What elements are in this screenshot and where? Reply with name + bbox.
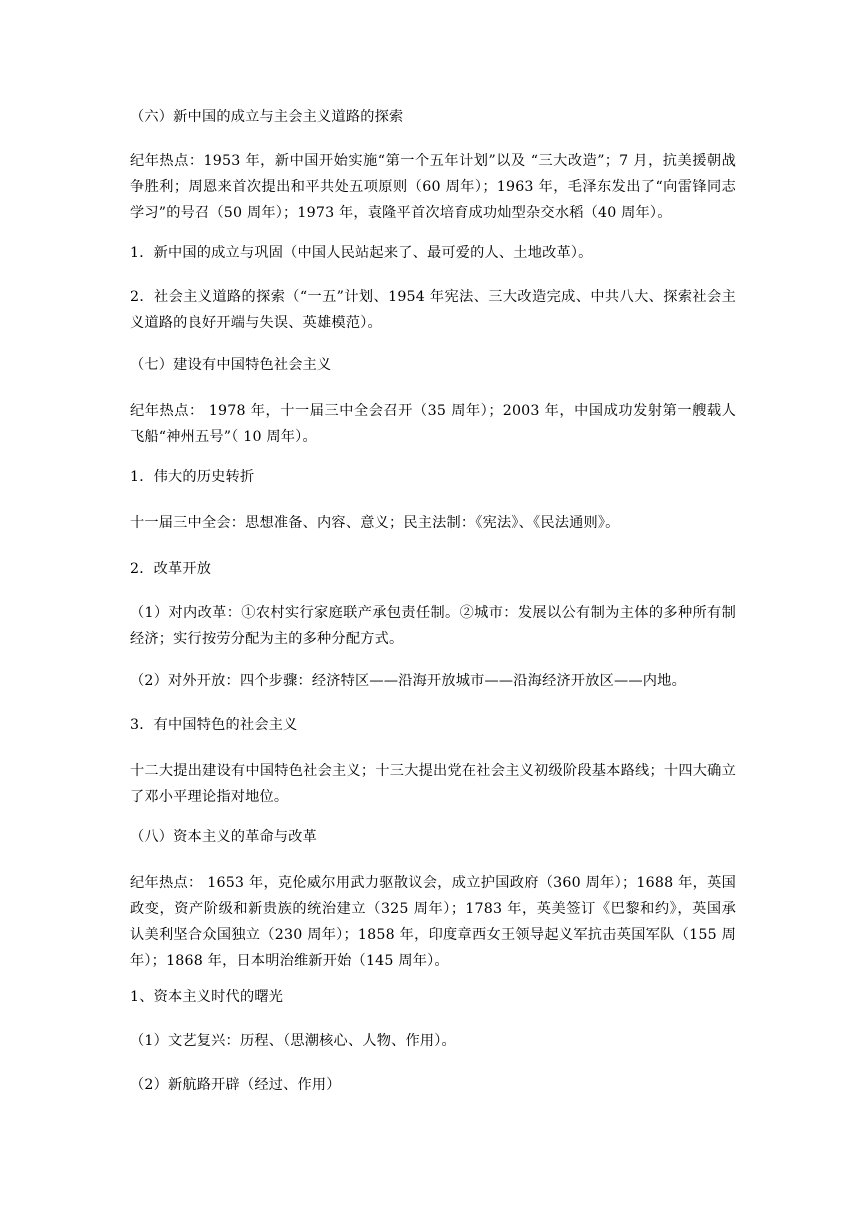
- opening-up-paragraph: （2）对外开放：四个步骤：经济特区——沿海开放城市——沿海经济开放区——内地。: [130, 673, 686, 689]
- third-plenum-paragraph: 十一届三中全会：思想准备、内容、意义；民主法制：《宪法》、《民法通则》。: [130, 515, 620, 531]
- section-heading-7: （七）建设有中国特色社会主义: [130, 357, 332, 373]
- section-heading-8: （八）资本主义的革命与改革: [130, 829, 318, 845]
- item-2-socialist-road: 2．社会主义道路的探索（“一五”计划、1954 年宪法、三大改造完成、中共八大、探索社会主义道路的良好开端与失误、英雄模范）。: [130, 289, 736, 331]
- section-heading-6: （六）新中国的成立与主会主义道路的探索: [130, 109, 404, 125]
- item-2-reform-opening: 2．改革开放: [130, 561, 212, 577]
- item-1-founding: 1．新中国的成立与巩固（中国人民站起来了、最可爱的人、土地改革）。: [130, 245, 593, 261]
- anniversary-paragraph-7: 纪年热点： 1978 年，十一届三中全会召开（35 周年）；2003 年，中国成功发射第一艘载人飞船“神州五号”（ 10 周年）。: [130, 403, 736, 445]
- anniversary-paragraph-8: 纪年热点： 1653 年，克伦威尔用武力驱散议会，成立护国政府（360 周年）；1688 年，英国政变，资产阶级和新贵族的统治建立（325 周年）；1783 年，英美签订《巴黎和约》，英国承认美利坚合众国独立（230 周年）；1858 年，印度章西女王领导起义军抗击英国军队（155 周年）；1868 年，日本明治维新开始（145 周年）。: [130, 875, 736, 969]
- congress-paragraph: 十二大提出建设有中国特色社会主义；十三大提出党在社会主义初级阶段基本路线；十四大确立了邓小平理论指对地位。: [130, 763, 736, 805]
- internal-reform-paragraph: （1）对内改革：①农村实行家庭联产承包责任制。②城市：发展以公有制为主体的多种所有制经济；实行按劳分配为主的多种分配方式。: [130, 605, 736, 647]
- anniversary-paragraph-6: 纪年热点：1953 年，新中国开始实施“第一个五年计划”以及 “三大改造”；7 月，抗美援朝战争胜利；周恩来首次提出和平共处五项原则（60 周年）；1963 年，毛泽东发出了“向雷锋同志学习”的号召（50 周年）；1973 年，袁隆平首次培育成功灿型杂交水稻（40 周年）。: [130, 153, 736, 221]
- new-sea-routes-paragraph: （2）新航路开辟（经过、作用）: [130, 1077, 341, 1093]
- renaissance-paragraph: （1）文艺复兴：历程、（思潮核心、人物、作用）。: [130, 1033, 456, 1049]
- item-1-dawn-of-capitalism: 1、资本主义时代的曙光: [130, 989, 284, 1005]
- item-3-chinese-socialism: 3．有中国特色的社会主义: [130, 717, 298, 733]
- item-1-turning-point: 1．伟大的历史转折: [130, 469, 255, 485]
